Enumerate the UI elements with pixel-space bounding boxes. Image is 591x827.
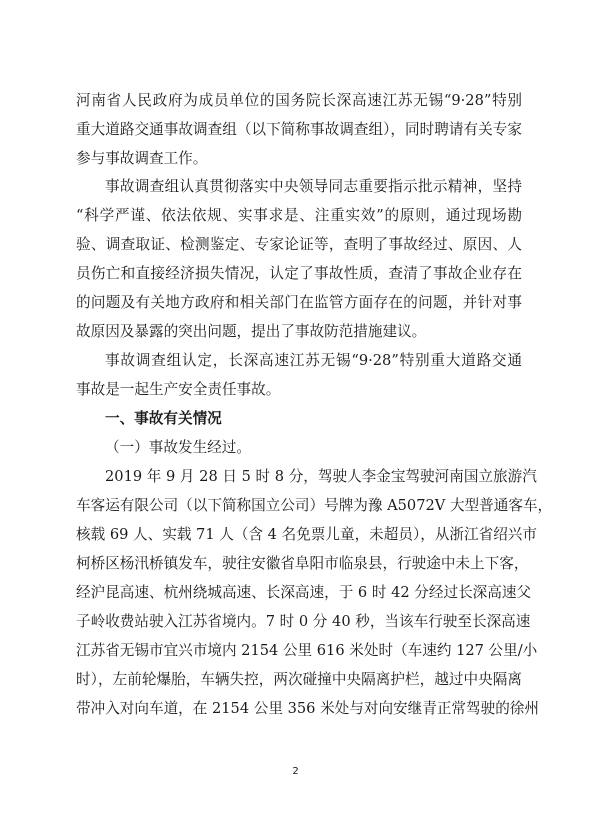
paragraph-line: 重大道路交通事故调查组（以下简称事故调查组），同时聘请有关专家: [76, 121, 522, 138]
paragraph-line: 故原因及暴露的突出问题，提出了事故防范措施建议。: [76, 323, 427, 340]
paragraph-line: 柯桥区杨汛桥镇发车，驶往安徽省阜阳市临泉县，行驶途中未上下客，: [76, 555, 529, 572]
paragraph-line: 河南省人民政府为成员单位的国务院长深高速江苏无锡“9·28”特别: [76, 92, 522, 109]
paragraph-line: 车客运有限公司（以下简称国立公司）号牌为豫 A5072V 大型普通客车，: [76, 497, 553, 514]
paragraph-line: 带冲入对向车道，在 2154 公里 356 米处与对向安继青正常驾驶的徐州: [76, 700, 539, 717]
paragraph-line: 时），左前轮爆胎，车辆失控，两次碰撞中央隔离护栏，越过中央隔离: [76, 671, 522, 688]
subsection-heading: （一）事故发生经过。: [105, 439, 251, 456]
paragraph-line: 参与事故调查工作。: [76, 150, 208, 167]
paragraph-line: 事故调查组认真贯彻落实中央领导同志重要指示批示精神，坚持: [105, 178, 522, 195]
paragraph-line: 员伤亡和直接经济损失情况，认定了事故性质，查清了事故企业存在: [76, 265, 522, 282]
paragraph-line: 事故是一起生产安全责任事故。: [76, 381, 281, 398]
paragraph-line: 经沪昆高速、杭州绕城高速、长深高速，于 6 时 42 分经过长深高速父: [76, 584, 532, 601]
section-heading: 一、事故有关情况: [105, 410, 222, 427]
paragraph-line: 的问题及有关地方政府和相关部门在监管方面存在的问题，并针对事: [76, 294, 522, 311]
paragraph-line: “科学严谨、依法依规、实事求是、注重实效”的原则，通过现场勘: [76, 207, 522, 224]
paragraph-line: 验、调查取证、检测鉴定、专家论证等，查明了事故经过、原因、人: [76, 236, 522, 253]
paragraph-line: 子岭收费站驶入江苏省境内。7 时 0 分 40 秒，当该车行驶至长深高速: [76, 613, 531, 630]
paragraph-line: 江苏省无锡市宜兴市境内 2154 公里 616 米处时（车速约 127 公里/小: [76, 642, 538, 659]
paragraph-line: 核载 69 人、实载 71 人（含 4 名免票儿童，未超员），从浙江省绍兴市: [76, 526, 537, 543]
page-number: 2: [292, 766, 299, 777]
paragraph-line: 事故调查组认定，长深高速江苏无锡“9·28”特别重大道路交通: [105, 352, 522, 369]
paragraph-line: 2019 年 9 月 28 日 5 时 8 分，驾驶人李金宝驾驶河南国立旅游汽: [105, 468, 537, 485]
